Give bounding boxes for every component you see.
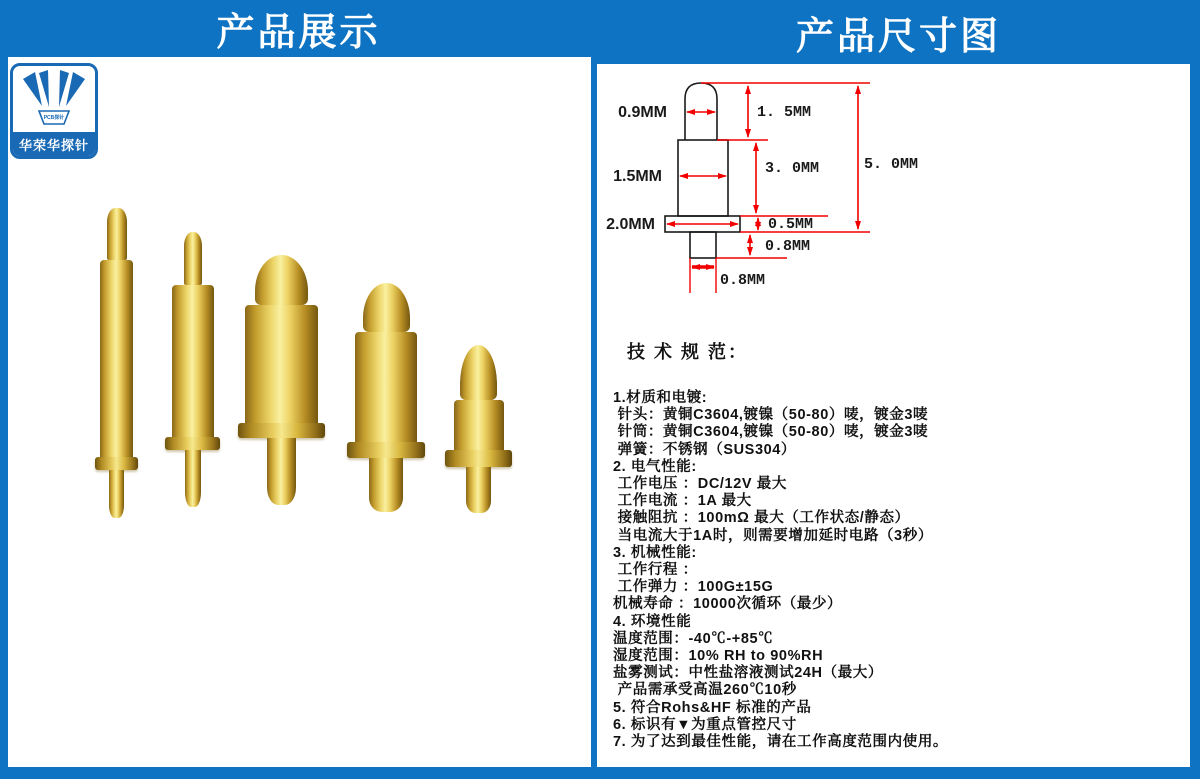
pin1-barrel — [100, 260, 133, 457]
spec-line: 工作弹力 ：100G±15G — [613, 579, 774, 596]
spec-line: 2. 电气性能: — [613, 458, 697, 475]
spec-line: 6. 标识有▼为重点管控尺寸 — [613, 716, 797, 733]
pin1-plunger-rod — [107, 208, 127, 260]
spec-line: 弹簧：不锈钢（SUS304） — [613, 441, 797, 458]
spec-line: 产品需承受高温260℃10秒 — [613, 682, 797, 699]
pogo-pin-5 — [445, 345, 512, 513]
spec-line: 当电流大于1A时，则需要增加延时电路（3秒） — [613, 527, 933, 544]
pin2-barrel — [172, 285, 214, 437]
spec-line: 盐雾测试：中性盐溶液测试24H（最大） — [613, 665, 883, 682]
spec-line: 机械寿命 ：10000次循环（最少） — [613, 596, 843, 613]
spec-line: 接触阻抗 ：100mΩ 最大（工作状态/静态） — [613, 510, 910, 527]
spec-line: 3. 机械性能: — [613, 544, 697, 561]
left-panel-header — [0, 0, 597, 57]
label-tail-diameter: 0.8MM — [720, 272, 766, 289]
pin2-plunger-rod — [184, 232, 202, 285]
right-panel-header — [597, 0, 1200, 64]
spec-line: 5. 符合Rohs&HF 标准的产品 — [613, 699, 812, 716]
spec-line: 工作电压 ：DC/12V 最大 — [613, 476, 787, 493]
pin3-dome-head — [255, 255, 308, 305]
outline-tail — [690, 232, 716, 258]
pin5-flange — [445, 450, 512, 467]
pin1-flange — [95, 457, 138, 470]
right-panel-title: 产品尺寸图 — [795, 15, 1001, 58]
spec-line: 4. 环境性能 — [613, 613, 692, 630]
spec-line: 工作电流 ：1A 最大 — [613, 493, 752, 510]
pin3-barrel — [245, 305, 318, 423]
pin3-flange — [238, 423, 325, 438]
pin1-tail — [109, 470, 124, 518]
logo-ribbon-text: PCB探针 — [43, 115, 65, 121]
brand-logo — [10, 63, 98, 159]
spec-line: 针头：黄铜C3604,镀镍（50-80）唛，镀金3唛 — [613, 407, 929, 424]
label-head-height: 1. 5MM — [757, 104, 812, 121]
specs-list — [613, 390, 1178, 751]
probe-crown-icon — [19, 70, 89, 132]
left-panel-title: 产品展示 — [216, 12, 381, 54]
pogo-pin-3 — [238, 255, 325, 505]
spec-line: 工作行程 ： — [613, 562, 698, 579]
pin5-dome-head — [460, 345, 497, 400]
dimension-diagram — [597, 64, 1017, 314]
specs-heading: 技 术 规 范： — [627, 342, 749, 362]
pin4-barrel — [355, 332, 417, 442]
pin-outline — [665, 83, 740, 258]
pin4-tail — [369, 458, 403, 512]
spec-line: 温度范围：-40℃-+85℃ — [613, 630, 774, 647]
spec-line: 1.材质和电镀: — [613, 390, 708, 406]
label-total-height: 5. 0MM — [864, 156, 919, 173]
spec-line: 湿度范围：10% RH to 90%RH — [613, 648, 824, 665]
outline-barrel — [678, 140, 728, 216]
label-flange-diameter: 2.0MM — [606, 216, 655, 233]
logo-name: 华荣华探针 — [18, 137, 89, 153]
label-flange-height: 0.5MM — [768, 216, 814, 233]
pin4-flange — [347, 442, 425, 458]
pogo-pin-1 — [95, 208, 138, 518]
pin5-barrel — [454, 400, 504, 450]
pin2-flange — [165, 437, 220, 450]
label-head-diameter: 0.9MM — [618, 104, 667, 121]
label-tail-height: 0.8MM — [765, 238, 811, 255]
dimension-panel — [597, 64, 1190, 767]
label-body-height: 3. 0MM — [765, 160, 820, 177]
pin5-tail — [466, 467, 491, 513]
spec-line: 针筒：黄铜C3604,镀镍（50-80）唛，镀金3唛 — [613, 424, 929, 441]
pin3-tail — [267, 438, 296, 505]
pogo-pin-4 — [347, 283, 425, 512]
label-body-diameter: 1.5MM — [613, 168, 662, 185]
pin4-dome-head — [363, 283, 410, 332]
pogo-pin-2 — [165, 232, 220, 507]
logo-name-bar — [13, 132, 95, 156]
spec-line: 7. 为了达到最佳性能，请在工作高度范围内使用。 — [613, 734, 949, 751]
pin2-tail — [185, 450, 201, 507]
product-display-panel — [8, 57, 591, 767]
